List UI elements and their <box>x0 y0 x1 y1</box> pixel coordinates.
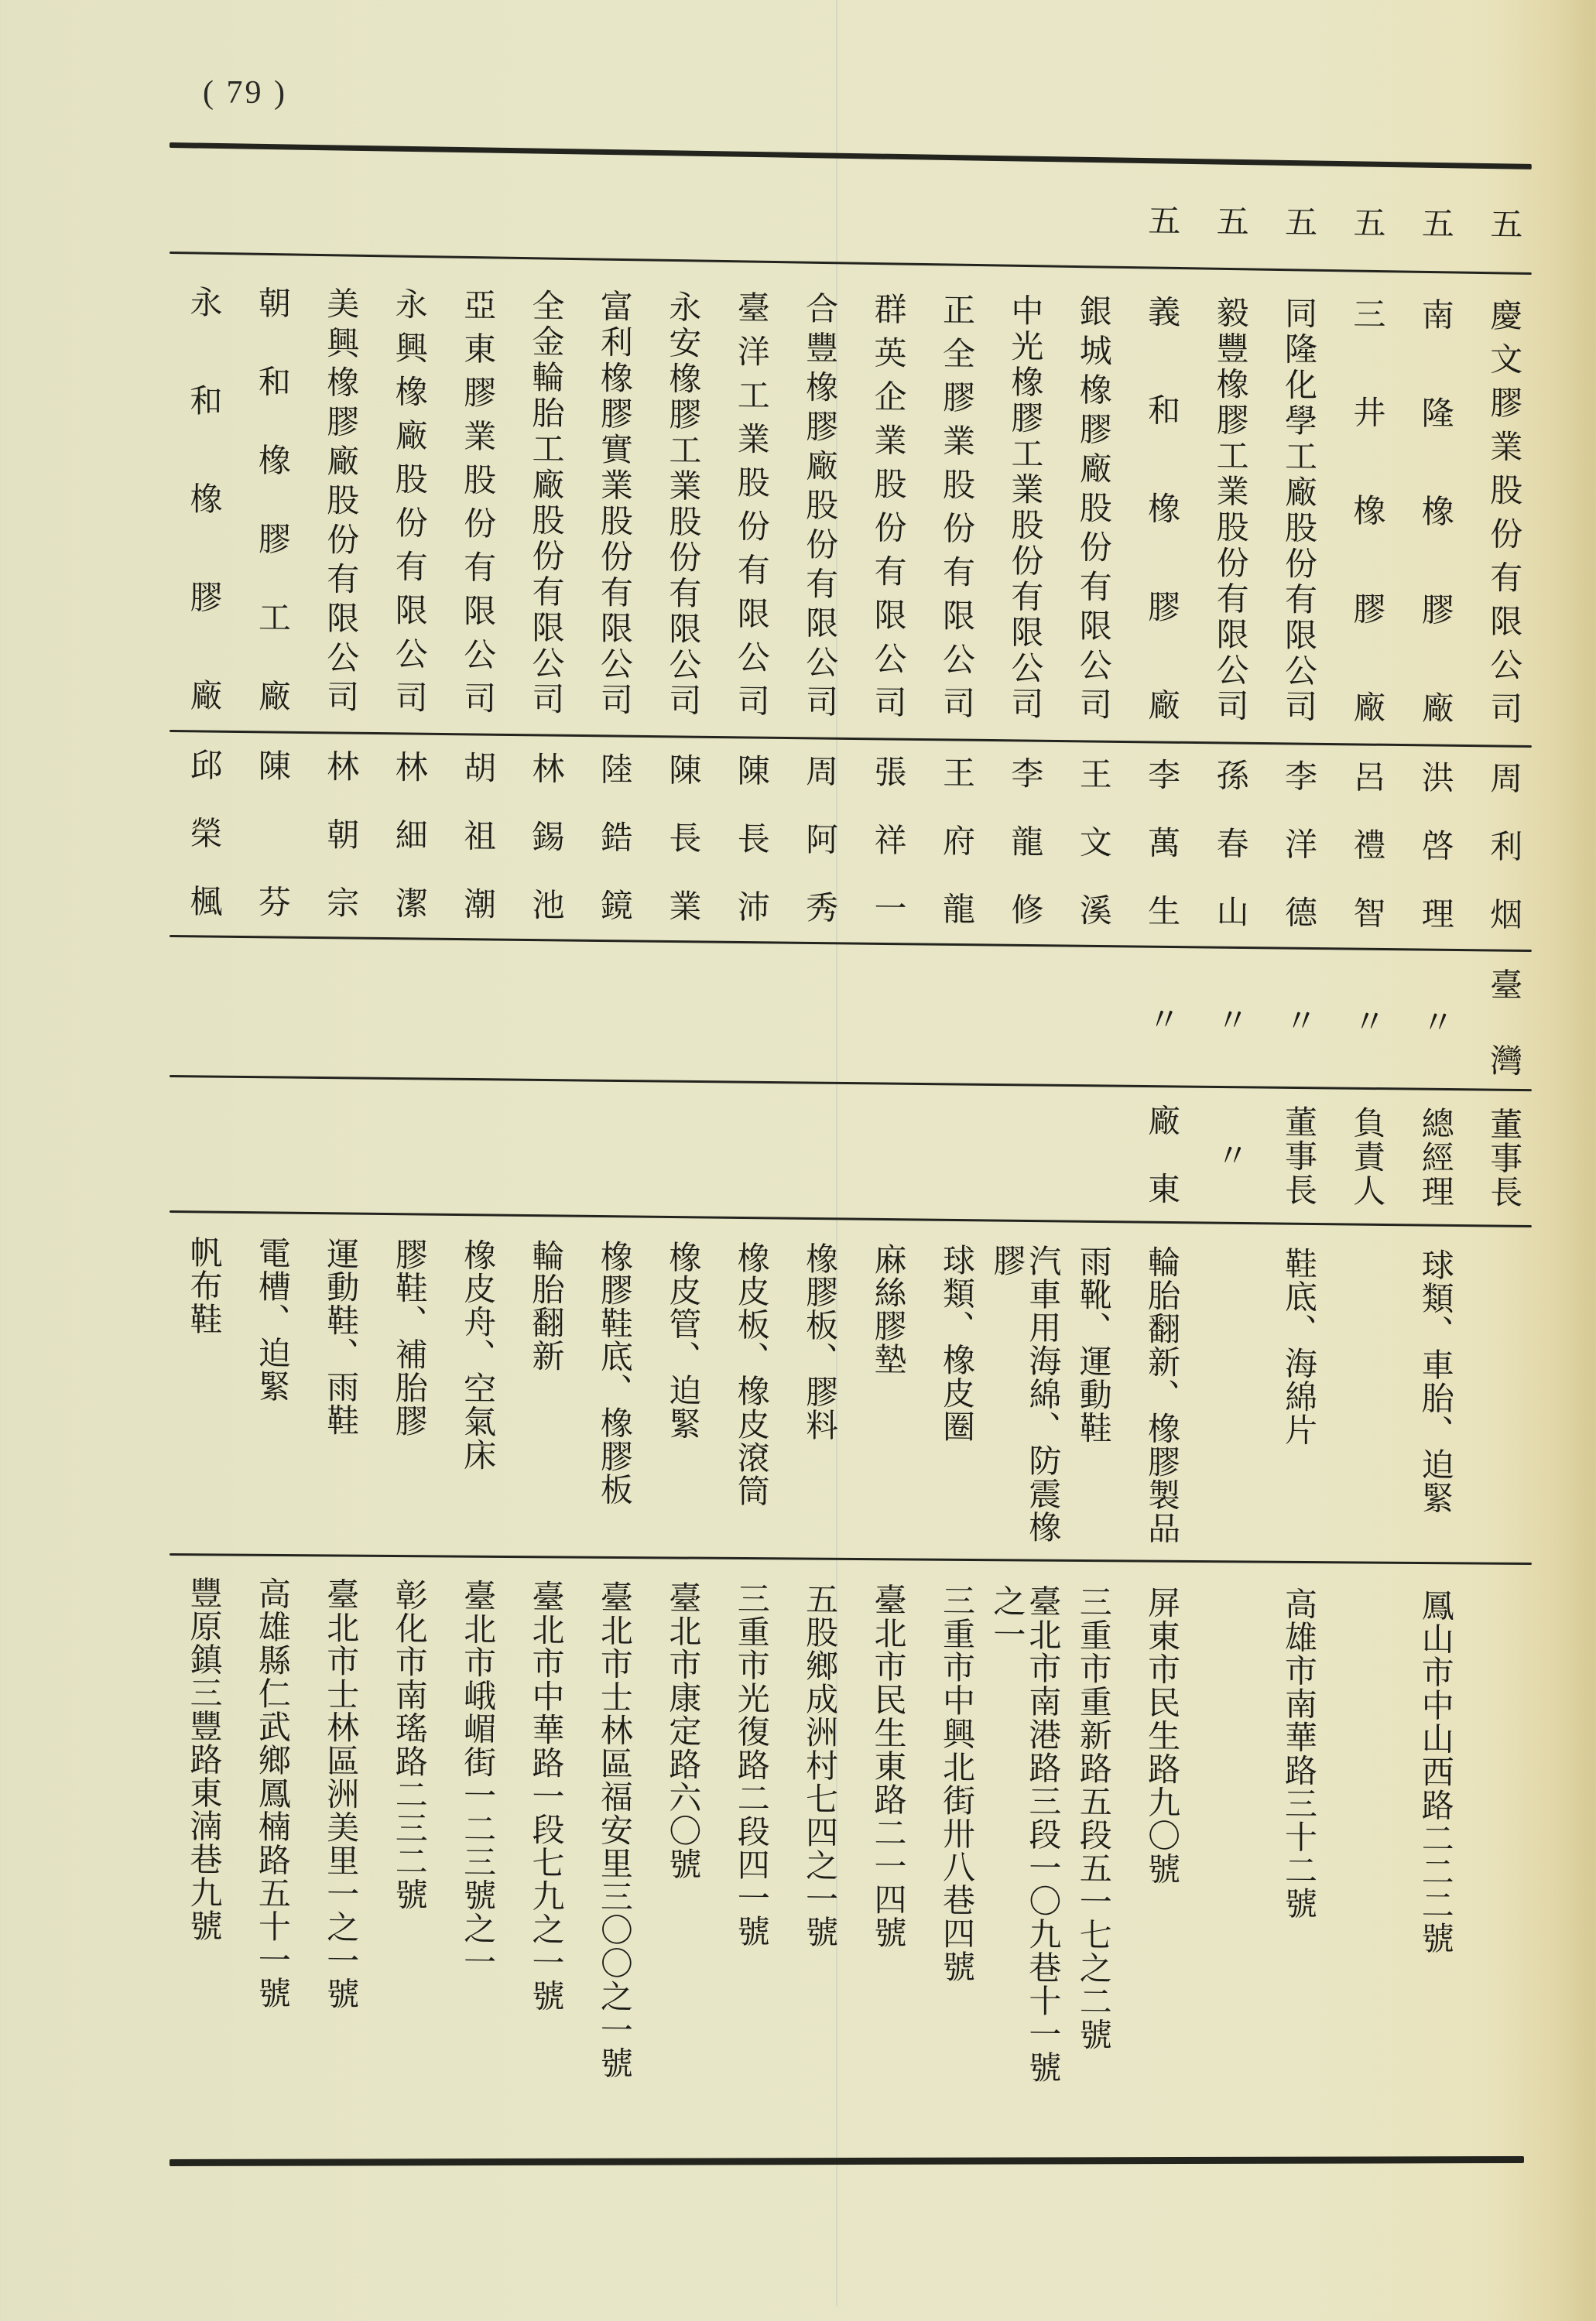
column-cell <box>1265 197 1333 245</box>
column-cell <box>923 962 991 1071</box>
ditto-mark: 〃 <box>1143 1001 1182 1036</box>
column-cell <box>512 1579 580 2083</box>
position-title: 廠東 <box>1143 1103 1182 1205</box>
company-name: 臺洋工業股份有限公司 <box>732 290 771 717</box>
column-cell <box>1196 1245 1264 1552</box>
products: 橡膠板、膠料 <box>801 1241 840 1442</box>
company-name: 銀城橡膠廠股份有限公司 <box>1074 293 1113 721</box>
serial-number: 五 <box>1348 205 1387 238</box>
column-cell <box>991 756 1059 926</box>
representative-name: 洪啓理 <box>1416 760 1455 929</box>
section-serial-numbers <box>170 186 1538 248</box>
column-cell <box>718 290 786 717</box>
ditto-mark: 〃 <box>1279 1003 1318 1037</box>
column-cell <box>1128 196 1196 245</box>
column-cell <box>1265 1246 1333 1552</box>
column-cell <box>375 287 443 714</box>
region: 臺灣 <box>1485 967 1524 1077</box>
column-cell <box>1402 760 1470 929</box>
column-cell <box>1128 1586 1196 2090</box>
representative-name: 王府龍 <box>937 755 976 925</box>
position-title: 董事長 <box>1279 1104 1318 1207</box>
column-cell <box>238 1094 307 1196</box>
section-company-names <box>170 285 1538 724</box>
column-cell <box>170 1576 238 2080</box>
position-title: 負責人 <box>1348 1105 1387 1207</box>
company-name: 同隆化學工廠股份有限公司 <box>1279 296 1318 723</box>
column-cell <box>1196 758 1264 927</box>
column-cell <box>1470 1107 1538 1208</box>
address: 鳳山市中山西路二二二號 <box>1416 1588 1455 1955</box>
column-cell <box>375 1096 443 1197</box>
address: 臺北市康定路六〇號 <box>664 1580 703 1881</box>
column-cell <box>512 189 580 238</box>
representative-name: 李龍修 <box>1006 755 1045 926</box>
column-cell <box>1196 1586 1264 2090</box>
column-cell <box>170 748 238 917</box>
column-cell <box>307 1577 375 2081</box>
column-cell <box>581 1097 649 1199</box>
column-cell <box>649 289 717 716</box>
column-cell <box>786 754 854 923</box>
representative-name: 呂禮智 <box>1348 759 1387 929</box>
column-cell <box>718 1241 786 1547</box>
column-cell <box>1470 1589 1538 2093</box>
company-name: 正全膠業股份有限公司 <box>937 293 976 719</box>
representative-name: 王文溪 <box>1074 756 1113 926</box>
column-cell <box>854 1242 922 1549</box>
column-cell <box>1196 964 1264 1073</box>
column-cell <box>1470 298 1538 724</box>
column-cell <box>1265 758 1333 928</box>
column-cell <box>991 293 1059 720</box>
column-cell <box>238 187 307 235</box>
column-cell <box>1470 1248 1538 1555</box>
serial-number: 五 <box>1211 204 1250 238</box>
column-cell <box>1128 964 1196 1073</box>
column-cell <box>307 749 375 919</box>
column-cell <box>238 955 307 1064</box>
column-cell <box>923 755 991 925</box>
address: 高雄縣仁武鄉鳳楠路五十一號 <box>253 1576 292 2010</box>
column-cell <box>1060 294 1128 721</box>
column-cell <box>444 1097 512 1198</box>
column-cell <box>1128 295 1196 721</box>
section-products <box>170 1235 1538 1555</box>
company-name: 永興橡廠股份有限公司 <box>390 286 429 714</box>
column-cell <box>718 1099 786 1200</box>
address: 三重市中興北街卅八巷四號 <box>937 1583 976 1984</box>
address: 屏東市民生路九〇號 <box>1143 1585 1182 1886</box>
column-cell <box>854 292 922 718</box>
column-cell <box>444 751 512 920</box>
column-cell <box>170 186 238 234</box>
representative-name: 李洋德 <box>1279 758 1318 929</box>
products: 橡皮板、橡皮滾筒 <box>732 1241 771 1508</box>
column-cell <box>581 289 649 715</box>
column-cell <box>1333 1587 1401 2091</box>
column-cell <box>307 956 375 1065</box>
column-cell <box>1060 1585 1128 2089</box>
representative-name: 李萬生 <box>1143 757 1182 927</box>
company-name: 中光橡膠工業股份有限公司 <box>1006 293 1045 720</box>
column-cell <box>988 1583 1063 2088</box>
products: 雨靴、運動鞋 <box>1074 1244 1113 1445</box>
representative-name: 陳長業 <box>664 752 703 922</box>
address: 臺北市民生東路二一四號 <box>869 1583 908 1950</box>
column-cell <box>1333 197 1401 246</box>
column-cell <box>1333 759 1401 929</box>
serial-number: 五 <box>1143 203 1182 237</box>
column-cell <box>1128 1245 1196 1552</box>
address: 臺北市中華路一段七九之一號 <box>527 1579 566 2013</box>
products: 麻絲膠墊 <box>869 1242 908 1376</box>
column-cell <box>988 1243 1063 1550</box>
company-name: 義和橡膠廠 <box>1143 294 1182 721</box>
column-cell <box>581 751 649 921</box>
company-name: 群英企業股份有限公司 <box>869 292 908 718</box>
address: 彰化市南瑤路二三二號 <box>390 1577 429 1912</box>
products: 鞋底、海綿片 <box>1279 1246 1318 1447</box>
company-name: 三井橡膠廠 <box>1348 296 1387 723</box>
column-cell <box>1333 1247 1401 1553</box>
representative-name: 胡祖潮 <box>459 750 498 920</box>
products: 帆布鞋 <box>185 1235 224 1336</box>
column-cell <box>170 954 238 1063</box>
products: 電槽、迫緊 <box>253 1236 292 1403</box>
column-cell <box>854 755 922 924</box>
serial-number: 五 <box>1485 207 1524 240</box>
column-cell <box>512 957 580 1066</box>
column-cell <box>1402 297 1470 724</box>
column-cell <box>991 1102 1059 1203</box>
column-cell <box>1265 1104 1333 1206</box>
column-cell <box>581 958 649 1067</box>
column-cell <box>718 191 786 240</box>
column-cell <box>786 1241 854 1548</box>
column-cell <box>1196 196 1264 245</box>
column-cell <box>170 285 238 711</box>
position-title: 總經理 <box>1416 1106 1455 1207</box>
column-cell <box>786 1100 854 1201</box>
column-cell <box>923 1101 991 1203</box>
column-cell <box>238 748 307 918</box>
products: 橡皮舟、空氣床 <box>459 1238 498 1472</box>
column-cell <box>307 286 375 713</box>
products: 橡皮管、迫緊 <box>664 1240 703 1440</box>
column-cell <box>649 752 717 922</box>
ditto-mark: 〃 <box>1348 1004 1387 1037</box>
representative-name: 張祥一 <box>869 755 908 924</box>
column-cell <box>1265 965 1333 1074</box>
representative-name: 孫春山 <box>1211 758 1250 928</box>
company-name: 慶文膠業股份有限公司 <box>1485 298 1524 724</box>
column-cell <box>170 1235 238 1542</box>
company-name: 富利橡膠實業股份有限公司 <box>595 289 634 716</box>
column-cell <box>1060 964 1128 1073</box>
company-name: 南隆橡膠廠 <box>1416 297 1455 724</box>
section-region <box>170 954 1538 1077</box>
position-title: 董事長 <box>1485 1107 1524 1208</box>
section-addresses <box>170 1576 1538 2093</box>
column-cell <box>1402 1588 1470 2092</box>
column-cell <box>923 1583 991 2087</box>
column-cell <box>923 193 991 242</box>
column-cell <box>307 1095 375 1196</box>
address: 三重市光復路二段四一號 <box>732 1581 771 1948</box>
column-cell <box>786 192 854 241</box>
column-cell <box>649 959 717 1068</box>
representative-name: 林朝宗 <box>322 748 361 919</box>
column-cell <box>1265 296 1333 722</box>
representative-name: 林錫池 <box>527 751 566 921</box>
products: 膠鞋、補胎膠 <box>390 1237 429 1438</box>
column-cell <box>1060 757 1128 926</box>
representative-name: 陳長沛 <box>732 753 771 923</box>
column-cell <box>718 1581 786 2085</box>
representative-name: 陳芬 <box>253 748 292 918</box>
column-cell <box>718 753 786 923</box>
column-cell <box>1470 761 1538 930</box>
column-cell <box>444 957 512 1066</box>
column-cell <box>1470 967 1538 1077</box>
column-cell <box>444 288 512 714</box>
column-cell <box>1265 1587 1333 2090</box>
column-cell <box>1402 1106 1470 1207</box>
address: 三重市重新路五段五一七之二號 <box>1074 1584 1113 2052</box>
column-cell <box>512 751 580 920</box>
address: 五股鄉成洲村七四之一號 <box>801 1582 840 1949</box>
column-cell <box>1128 1104 1196 1205</box>
column-cell <box>512 288 580 714</box>
column-cell <box>854 961 922 1070</box>
address: 臺北市南港路三段一〇九巷十一號之一 <box>988 1583 1063 2084</box>
company-name: 毅豐橡膠工業股份有限公司 <box>1211 295 1250 722</box>
column-cell <box>238 286 307 712</box>
serial-number: 五 <box>1279 204 1318 238</box>
column-cell <box>1470 199 1538 248</box>
column-cell <box>786 960 854 1070</box>
section-representatives <box>170 748 1538 930</box>
products: 運動鞋、雨鞋 <box>322 1236 361 1437</box>
column-cell <box>649 1240 717 1546</box>
column-cell <box>1060 1244 1128 1551</box>
products: 輪胎翻新、橡膠製品 <box>1143 1244 1182 1546</box>
column-cell <box>991 194 1059 243</box>
products: 橡膠鞋底、橡膠板 <box>595 1239 634 1507</box>
column-cell <box>649 190 717 239</box>
representative-name: 林細潔 <box>390 749 429 919</box>
representative-name: 周利烟 <box>1485 761 1524 930</box>
column-cell <box>512 1238 580 1545</box>
column-cell <box>1333 966 1401 1075</box>
column-cell <box>581 1239 649 1546</box>
representative-name: 周阿秀 <box>801 754 840 923</box>
column-cell <box>1402 1248 1470 1554</box>
column-cell <box>854 1101 922 1202</box>
column-cell <box>238 1576 307 2080</box>
company-name: 永安橡膠工業股份有限公司 <box>664 289 703 716</box>
company-name: 全金輪胎工廠股份有限公司 <box>527 288 566 715</box>
ditto-mark: 〃 <box>1211 1138 1250 1172</box>
address: 高雄市南華路三十二號 <box>1279 1587 1318 1921</box>
address: 豐原鎮三豐路東湳巷九號 <box>185 1576 224 1943</box>
serial-number: 五 <box>1416 206 1455 239</box>
column-cell <box>581 190 649 238</box>
products: 輪胎翻新 <box>527 1238 566 1373</box>
column-cell <box>923 293 991 719</box>
company-name: 亞東膠業股份有限公司 <box>459 287 498 714</box>
column-cell <box>786 1582 854 2086</box>
column-cell <box>238 1236 307 1542</box>
column-cell <box>854 193 922 241</box>
column-cell <box>170 1094 238 1195</box>
column-cell <box>375 1238 443 1544</box>
company-name: 朝和橡膠工廠 <box>253 286 292 712</box>
ditto-mark: 〃 <box>1211 1002 1250 1036</box>
column-cell <box>1060 1103 1128 1204</box>
products: 球類、橡皮圈 <box>937 1243 976 1443</box>
address: 臺北市士林區洲美里一之一號 <box>322 1576 361 2011</box>
column-cell <box>444 1579 512 2083</box>
column-cell <box>991 963 1059 1072</box>
address: 臺北市士林區福安里三〇〇之一號 <box>595 1580 634 2080</box>
products: 汽車用海綿、防震橡膠 <box>988 1243 1063 1544</box>
column-cell <box>375 188 443 237</box>
column-cell <box>649 1098 717 1200</box>
column-cell <box>444 189 512 238</box>
column-cell <box>512 1097 580 1198</box>
column-cell <box>854 1583 922 2087</box>
page-number: ( 79 ) <box>203 75 287 111</box>
column-cell <box>923 1243 991 1549</box>
column-cell <box>1196 295 1264 721</box>
column-cell <box>375 957 443 1066</box>
company-name: 美興橡膠廠股份有限公司 <box>322 286 361 713</box>
products: 球類、車胎、迫緊 <box>1416 1248 1455 1515</box>
column-cell <box>1196 1104 1264 1205</box>
column-cell <box>649 1580 717 2084</box>
column-cell <box>718 960 786 1069</box>
column-cell <box>1402 967 1470 1076</box>
column-cell <box>1060 195 1128 244</box>
column-cell <box>1333 1105 1401 1207</box>
company-name: 合豐橡膠廠股份有限公司 <box>801 291 840 717</box>
column-cell <box>1333 296 1401 723</box>
column-cell <box>375 1578 443 2082</box>
representative-name: 陸鋯鏡 <box>595 751 634 922</box>
ditto-mark: 〃 <box>1416 1005 1455 1038</box>
company-name: 永和橡膠廠 <box>185 285 224 711</box>
column-cell <box>375 750 443 919</box>
column-cell <box>444 1238 512 1545</box>
column-cell <box>1128 758 1196 927</box>
column-cell <box>1402 198 1470 247</box>
column-cell <box>786 291 854 717</box>
column-cell <box>307 187 375 236</box>
representative-name: 邱榮楓 <box>185 748 224 917</box>
column-cell <box>581 1580 649 2083</box>
column-cell <box>307 1237 375 1543</box>
section-position-titles <box>170 1094 1538 1208</box>
address: 臺北市峨嵋街一二三號之一 <box>459 1578 498 1979</box>
